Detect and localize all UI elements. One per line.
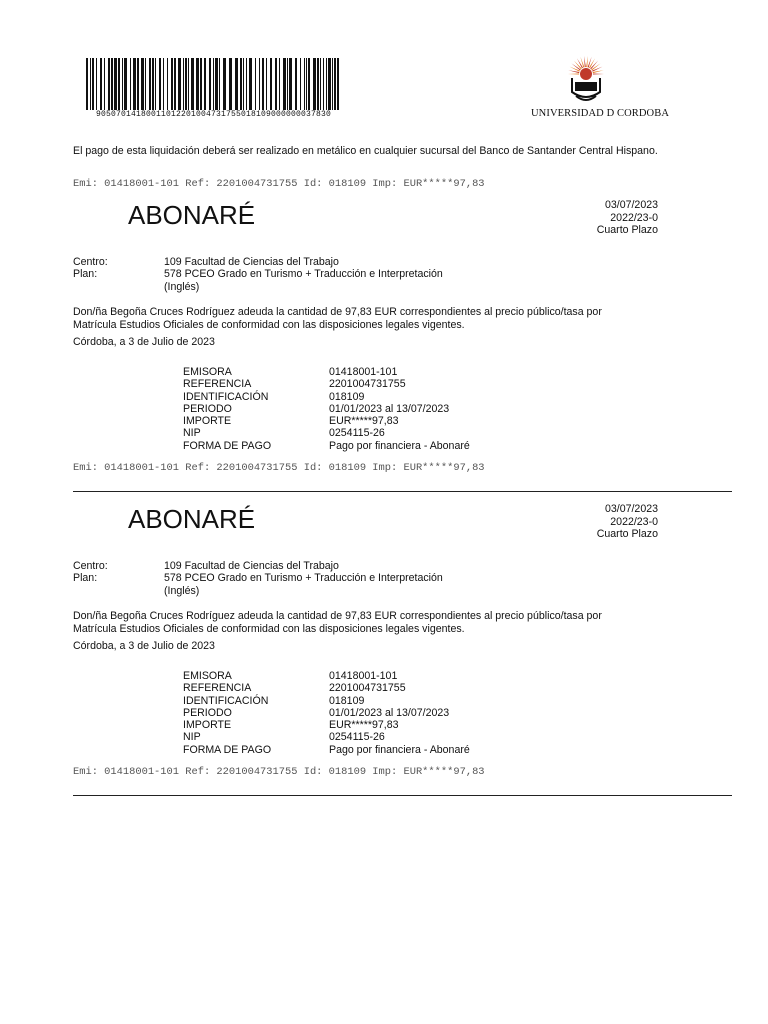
field-key: FORMA DE PAGO <box>183 743 272 756</box>
reference-line: Emi: 01418001-101 Ref: 2201004731755 Id: 018109 Imp: EUR*****97,83 <box>73 766 485 778</box>
installment: Cuarto Plazo <box>596 528 658 540</box>
barcode <box>86 58 340 110</box>
field-value: Pago por financiera - Abonaré <box>329 439 470 452</box>
document-date: 03/07/2023 <box>604 503 658 515</box>
field-key: IDENTIFICACIÓN <box>183 694 269 707</box>
field-key: FORMA DE PAGO <box>183 439 272 452</box>
field-value: 018109 <box>329 390 365 403</box>
field-key: EMISORA <box>183 366 232 378</box>
field-key: REFERENCIA <box>183 682 252 695</box>
field-value: 0254115-26 <box>329 731 385 744</box>
debt-statement-line-2: Matrícula Estudios Oficiales de conformidad con las disposiciones legales vigentes. <box>73 318 465 331</box>
field-value: 018109 <box>329 694 365 707</box>
field-key: NIP <box>183 731 201 744</box>
reference-line: Emi: 01418001-101 Ref: 2201004731755 Id: 018109 Imp: EUR*****97,83 <box>73 462 485 474</box>
document-meta <box>597 199 658 237</box>
plan-label: Plan: <box>73 268 98 280</box>
university-crest-icon <box>566 52 606 106</box>
field-key: IMPORTE <box>183 719 232 732</box>
abonare-section-2 <box>0 504 768 804</box>
plan-value-language: (Inglés) <box>164 585 200 597</box>
plan-label: Plan: <box>73 572 98 584</box>
field-key: PERIODO <box>183 706 232 719</box>
place-date: Córdoba, a 3 de Julio de 2023 <box>73 640 215 652</box>
course-code: 2022/23-0 <box>610 515 658 528</box>
debt-statement-line-2: Matrícula Estudios Oficiales de conformidad con las disposiciones legales vigentes. <box>73 622 465 635</box>
divider <box>73 795 732 796</box>
field-value: 2201004731755 <box>329 378 406 391</box>
centro-value: 109 Facultad de Ciencias del Trabajo <box>164 560 339 572</box>
field-key: REFERENCIA <box>183 378 252 391</box>
reference-line: Emi: 01418001-101 Ref: 2201004731755 Id: 018109 Imp: EUR*****97,83 <box>73 178 485 190</box>
debt-statement-line-1: Don/ña Begoña Cruces Rodríguez adeuda la cantidad de 97,83 EUR correspondientes al precio público/tasa por <box>73 610 602 622</box>
field-value: 2201004731755 <box>329 682 406 695</box>
field-value: 01/01/2023 al 13/07/2023 <box>329 706 450 719</box>
centro-label: Centro: <box>73 256 108 268</box>
field-value: 01418001-101 <box>329 366 398 378</box>
course-code: 2022/23-0 <box>610 211 658 224</box>
field-value: EUR*****97,83 <box>329 719 399 732</box>
document-meta <box>597 503 658 541</box>
installment: Cuarto Plazo <box>596 224 658 236</box>
debt-statement-line-1: Don/ña Begoña Cruces Rodríguez adeuda la cantidad de 97,83 EUR correspondientes al precio público/tasa por <box>73 306 602 318</box>
field-value: Pago por financiera - Abonaré <box>329 743 470 756</box>
field-value: EUR*****97,83 <box>329 415 399 428</box>
plan-value-language: (Inglés) <box>164 281 200 293</box>
debt-statement <box>73 610 683 635</box>
barcode-number: 90507014180011012201004731755018109000000037830 <box>96 110 332 119</box>
field-values <box>329 670 470 756</box>
field-value: 01418001-101 <box>329 670 398 682</box>
field-value: 0254115-26 <box>329 427 385 440</box>
university-name: UNIVERSIDAD D CORDOBA <box>531 108 670 119</box>
field-keys <box>183 670 271 756</box>
centro-label: Centro: <box>73 560 108 572</box>
field-key: IMPORTE <box>183 415 232 428</box>
field-values <box>329 366 470 452</box>
field-key: IDENTIFICACIÓN <box>183 390 269 403</box>
field-keys <box>183 366 271 452</box>
centro-value: 109 Facultad de Ciencias del Trabajo <box>164 256 339 268</box>
abonare-title: ABONARÉ <box>128 200 256 230</box>
payment-notice: El pago de esta liquidación deberá ser realizado en metálico en cualquier sucursal del Banco de Santander Central Hispano. <box>73 145 658 157</box>
plan-value: 578 PCEO Grado en Turismo + Traducción e Interpretación <box>164 268 443 280</box>
plan-value: 578 PCEO Grado en Turismo + Traducción e Interpretación <box>164 572 443 584</box>
abonare-section-1 <box>0 200 768 500</box>
abonare-title: ABONARÉ <box>128 504 256 534</box>
field-key: NIP <box>183 427 201 440</box>
debt-statement <box>73 306 683 331</box>
field-value: 01/01/2023 al 13/07/2023 <box>329 402 450 415</box>
divider <box>73 491 732 492</box>
field-key: EMISORA <box>183 670 232 682</box>
document-date: 03/07/2023 <box>604 199 658 211</box>
field-key: PERIODO <box>183 402 232 415</box>
place-date: Córdoba, a 3 de Julio de 2023 <box>73 336 215 348</box>
